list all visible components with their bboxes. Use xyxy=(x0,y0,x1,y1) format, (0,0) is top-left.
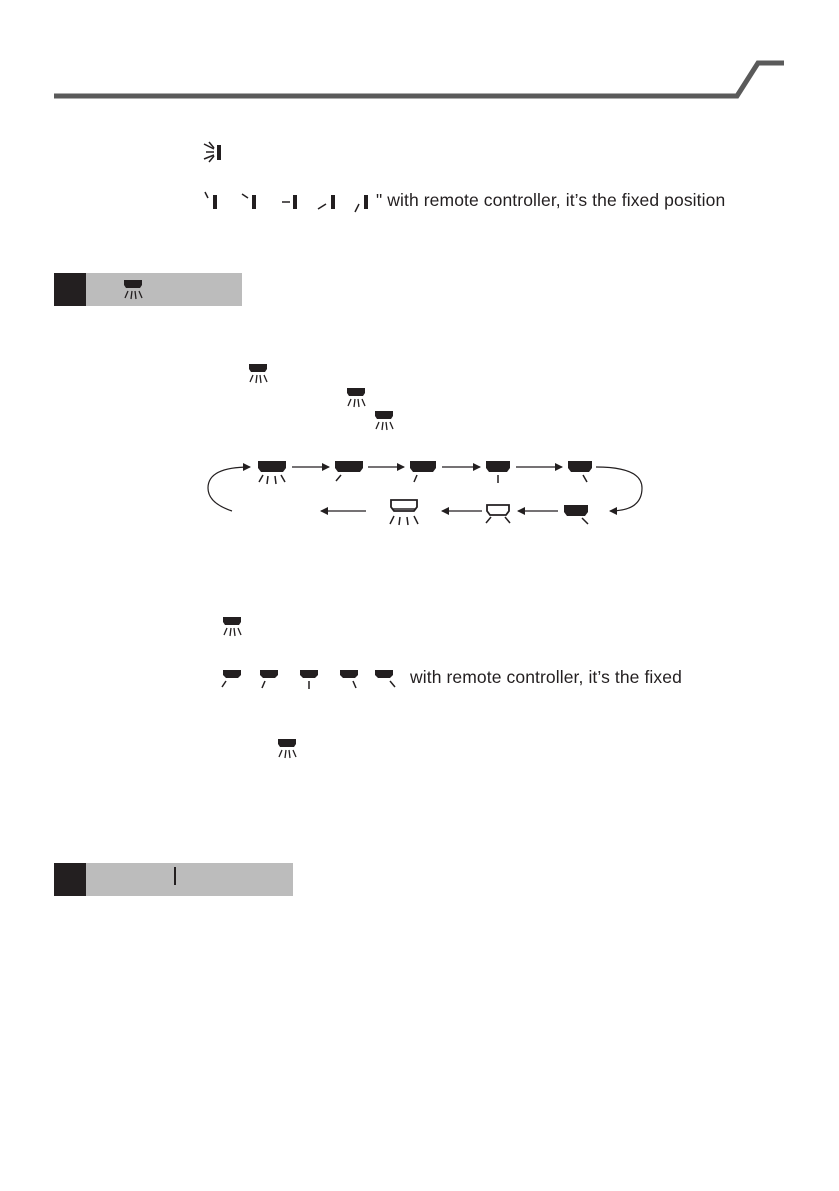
fixed-position-text: " with remote controller, it’s the fixed position xyxy=(376,190,726,210)
left-right-swing-icon xyxy=(372,410,398,432)
section-number-block xyxy=(54,863,86,896)
fixed-text: with remote controller, it’s the fixed xyxy=(410,667,682,687)
cycle-icon-pos-1 xyxy=(335,461,363,481)
left-right-position-icons xyxy=(220,667,400,691)
section-number-block xyxy=(54,273,86,306)
left-right-swing-icon xyxy=(275,738,301,760)
section-heading-bar xyxy=(54,863,293,896)
left-right-swing-icon xyxy=(121,279,147,301)
cycle-icon-pos-4 xyxy=(568,461,592,482)
cycle-icon-pos-6 xyxy=(486,505,510,523)
cycle-icon-pos-3 xyxy=(486,461,510,483)
left-right-swing-icon xyxy=(344,387,370,409)
cycle-icon-all-swing xyxy=(258,461,286,484)
flap-swing-icon xyxy=(203,141,227,165)
left-right-swing-icon xyxy=(246,363,272,385)
header-rule xyxy=(0,0,839,110)
cycle-icon-pos-5 xyxy=(564,505,588,524)
cycle-icon-pos-7 xyxy=(390,500,418,525)
section-heading-bar xyxy=(54,273,242,306)
swing-cycle-diagram xyxy=(200,455,650,535)
cycle-icon-pos-2 xyxy=(410,461,436,482)
heading-divider xyxy=(174,867,176,885)
left-right-swing-icon xyxy=(220,616,246,638)
flap-position-icons xyxy=(204,190,376,214)
